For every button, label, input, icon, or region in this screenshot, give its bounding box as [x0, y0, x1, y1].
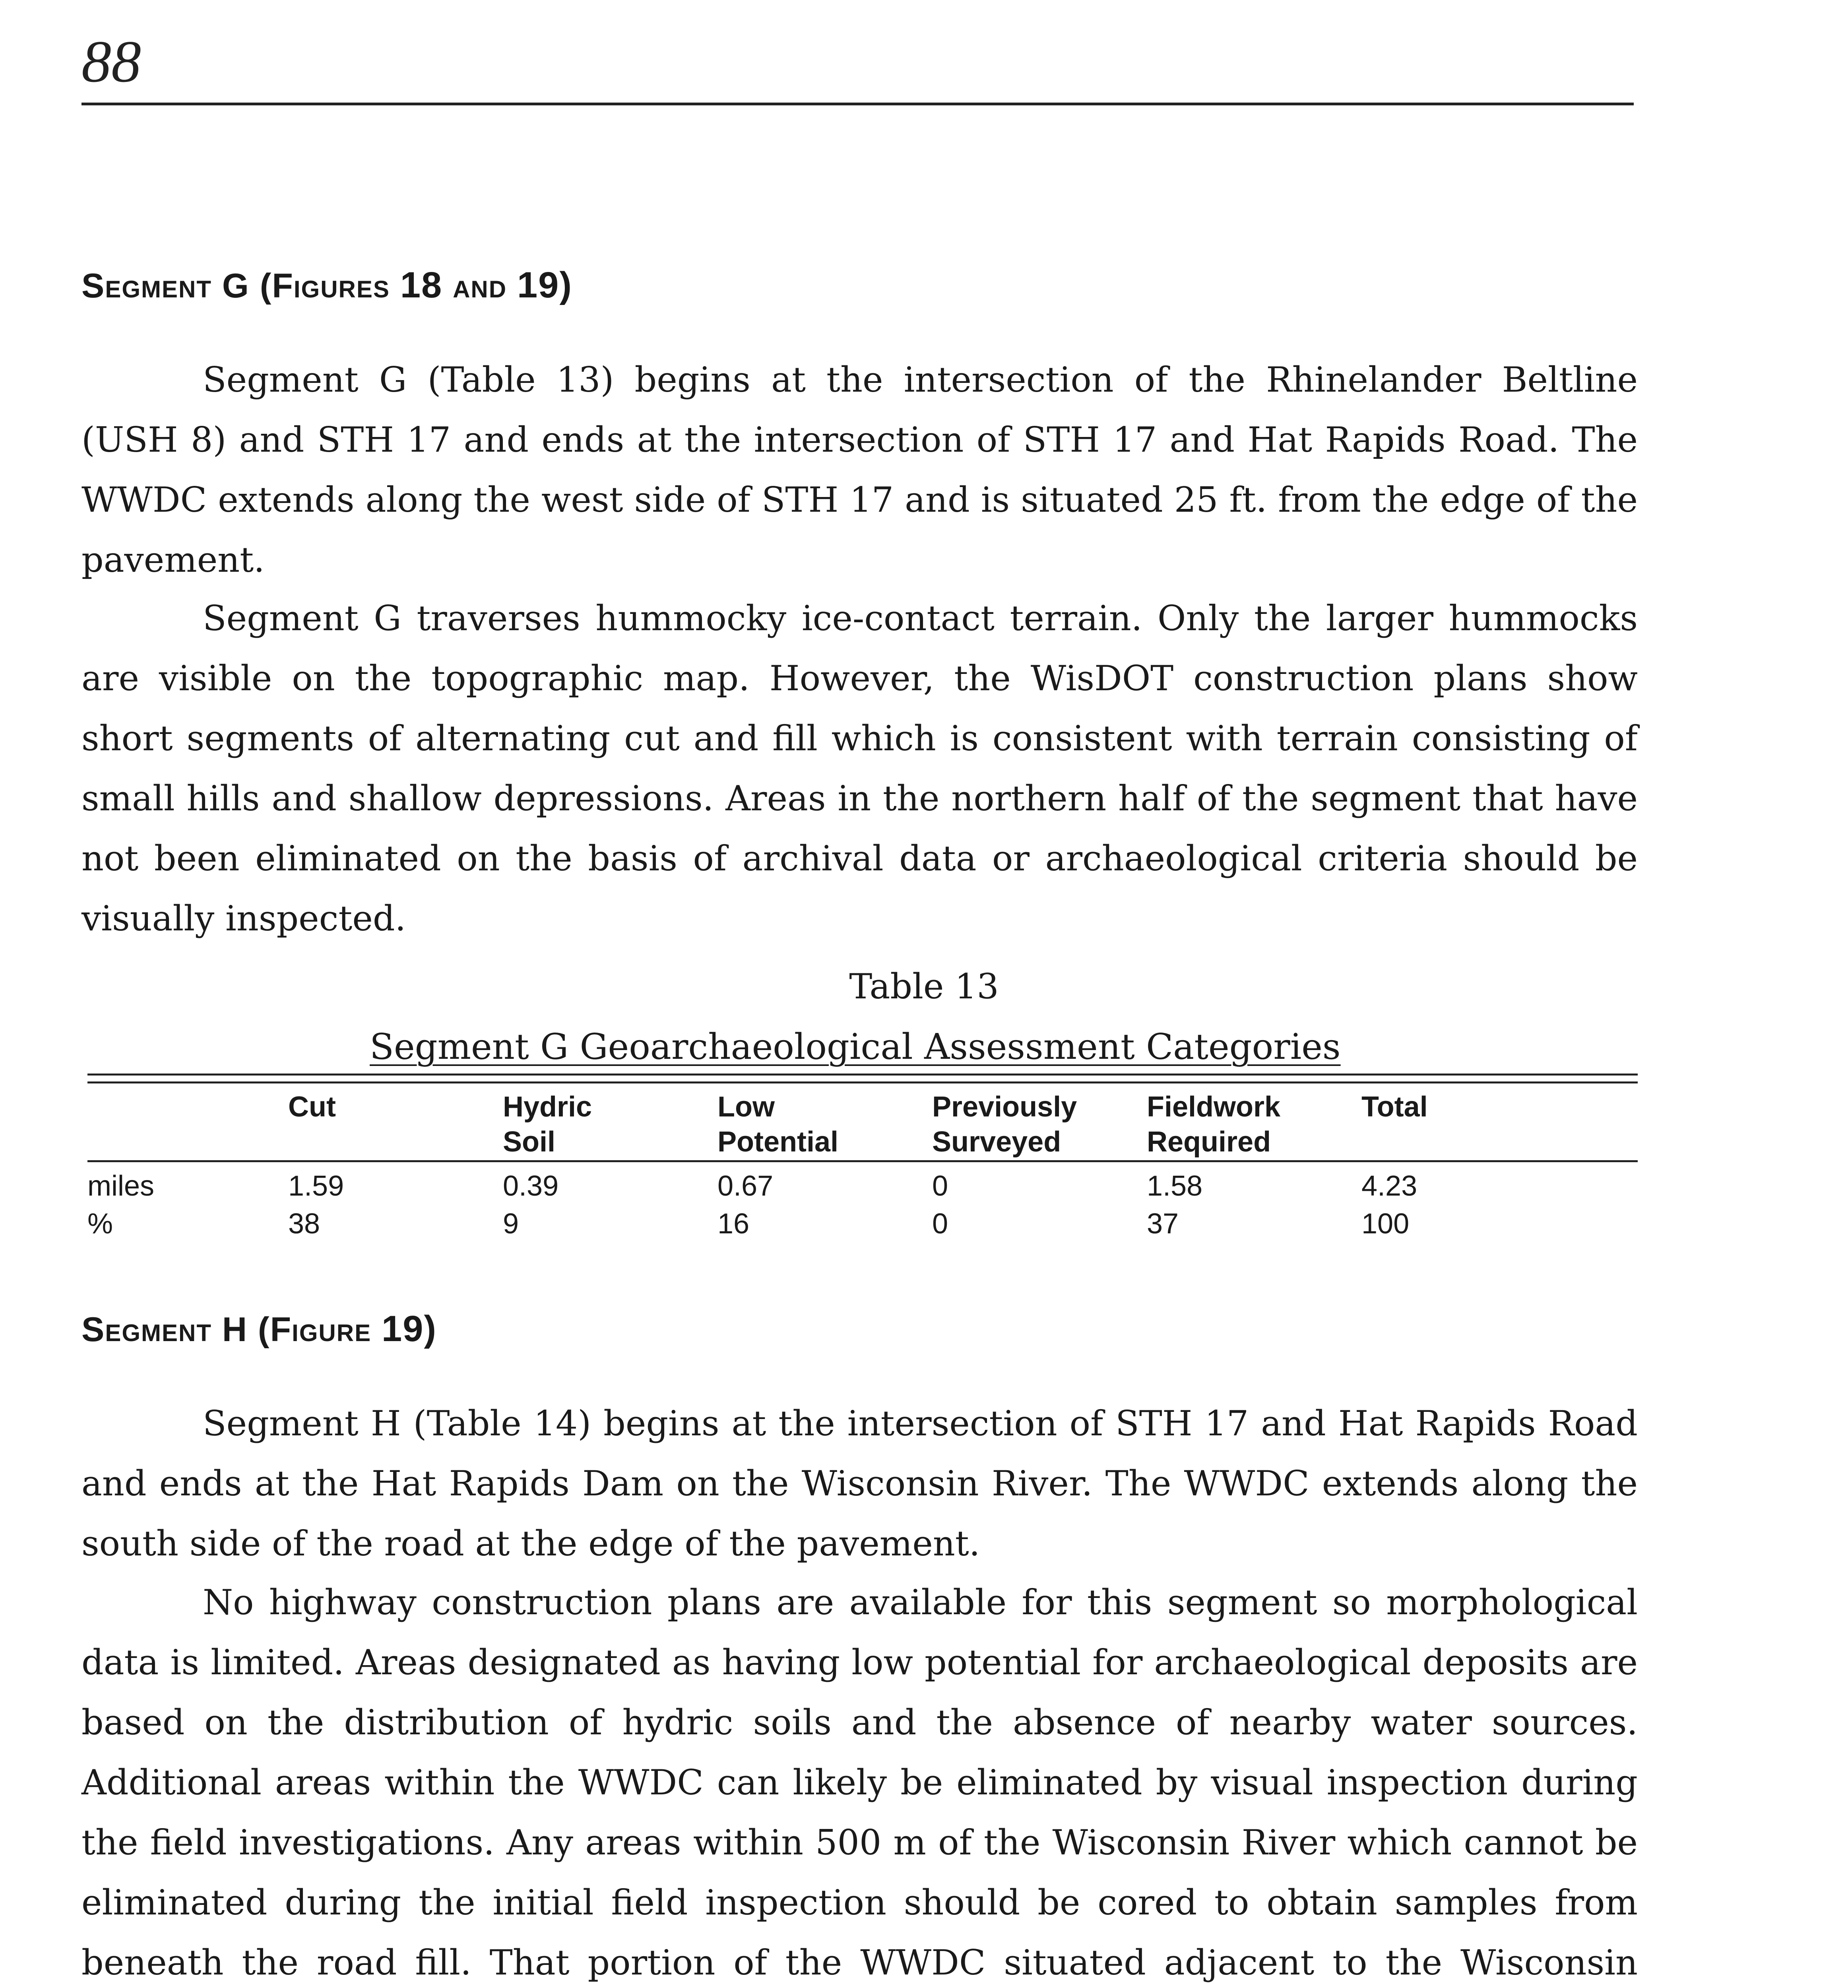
- table-cell: 0.67: [717, 1170, 774, 1202]
- segment-g-heading-and: and: [453, 267, 507, 305]
- table-header-cell-0: [87, 1089, 288, 1167]
- segment-h-heading: [81, 1308, 437, 1350]
- segment-h-paragraph-2: No highway construction plans are available for this segment so morphological data is limited. Areas designated as having low potential for archaeological deposits are based on the distribution of hydric soils and the absence of nearby water sources. Additional areas within the WWDC can likely be eliminated by visual inspection during the field investigations. Any areas within 500 m of the Wisconsin River which cannot be eliminated during the initial field inspection should be cored to obtain samples from beneath the road fill. That portion of the WWDC situated adjacent to the Wisconsin: [81, 1582, 1638, 1983]
- segment-g-heading-figure-1: 18: [400, 265, 443, 305]
- table-cell: 1.58: [1147, 1170, 1203, 1202]
- table-cell: 16: [717, 1208, 750, 1240]
- segment-h-heading-figure: 19): [382, 1309, 437, 1349]
- table-cell: 4.23: [1361, 1170, 1418, 1202]
- table-header-low-potential: Low Potential: [717, 1091, 839, 1158]
- table-header-previously-surveyed: Previously Surveyed: [932, 1091, 1077, 1158]
- table-header-fieldwork-required: Fieldwork Required: [1147, 1091, 1281, 1158]
- table-cell: 100: [1361, 1208, 1410, 1240]
- table-top-rule-1: [87, 1074, 1638, 1076]
- table-row: [87, 1205, 1638, 1243]
- table-13: [87, 1089, 1638, 1243]
- table-cell: 38: [288, 1208, 320, 1240]
- table-top-rule-2: [87, 1081, 1638, 1083]
- table-13-caption: Table 13: [849, 966, 999, 1007]
- table-cell: %: [87, 1208, 113, 1240]
- table-header-hydric-soil: Hydric Soil: [503, 1091, 592, 1158]
- table-cell: 9: [503, 1208, 519, 1240]
- table-cell: 0: [932, 1170, 948, 1202]
- table-13-title: Segment G Geoarchaeological Assessment Categories: [370, 1026, 1341, 1067]
- segment-h-heading-prefix: Segment H (Figure: [81, 1310, 372, 1349]
- segment-h-paragraph-1: Segment H (Table 14) begins at the intersection of STH 17 and Hat Rapids Road and ends at the Hat Rapids Dam on the Wisconsin River. The WWDC extends along the south side of the road at the edge of the pavement.: [81, 1403, 1638, 1564]
- segment-g-paragraph-2: Segment G traverses hummocky ice-contact terrain. Only the larger hummocks are visible on the topographic map. However, the WisDOT construction plans show short segments of alternating cut and fill which is consistent with terrain consisting of small hills and shallow depressions. Areas in the northern half of the segment that have not been eliminated on the basis of archival data or archaeological criteria should be visually inspected.: [81, 598, 1638, 939]
- table-row: [87, 1167, 1638, 1205]
- table-cell: 37: [1147, 1208, 1179, 1240]
- table-cell: 0: [932, 1208, 948, 1240]
- table-cell: 1.59: [288, 1170, 344, 1202]
- table-header-row: [87, 1089, 1638, 1167]
- table-header-cut: Cut: [288, 1091, 336, 1123]
- table-cell: 0.39: [503, 1170, 559, 1202]
- header-rule: [81, 103, 1634, 105]
- segment-g-paragraph-1: Segment G (Table 13) begins at the intersection of the Rhinelander Beltline (USH 8) and STH 17 and ends at the intersection of STH 17 and Hat Rapids Road. The WWDC extends along the west side of STH 17 and is situated 25 ft. from the edge of the pavement.: [81, 359, 1638, 580]
- table-header-total: Total: [1361, 1091, 1428, 1123]
- page-number: 88: [81, 29, 141, 95]
- segment-g-heading-prefix: Segment G (Figures: [81, 267, 390, 305]
- segment-g-heading: [81, 264, 572, 306]
- table-cell: miles: [87, 1170, 155, 1202]
- segment-g-heading-figure-2: 19): [517, 265, 572, 305]
